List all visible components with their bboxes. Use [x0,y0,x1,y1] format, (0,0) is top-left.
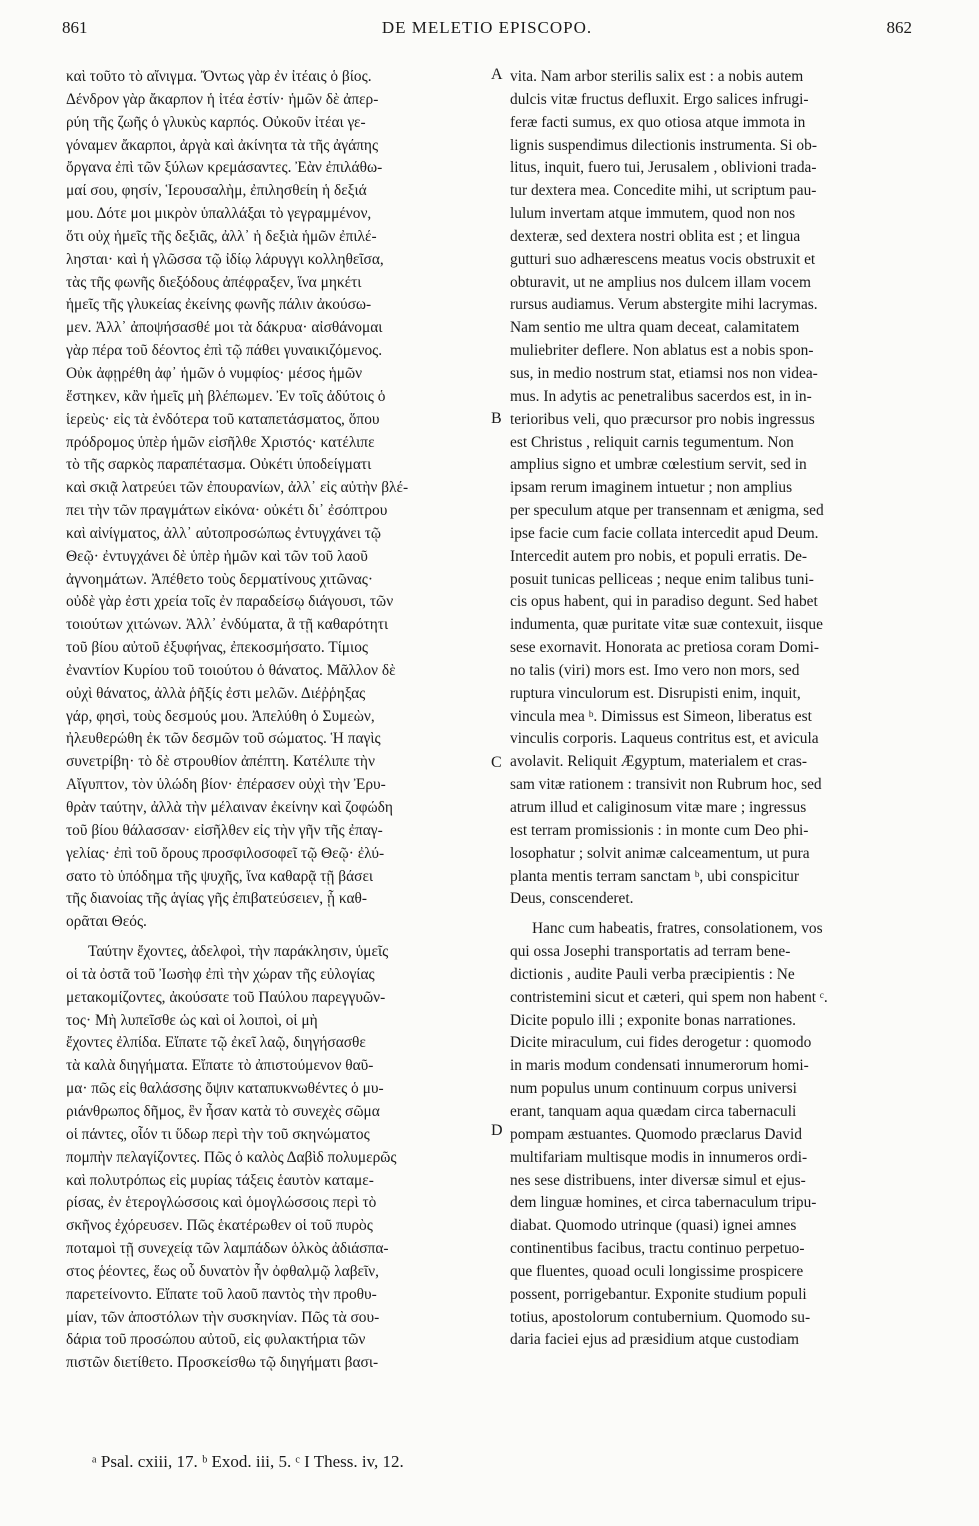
text-line: rursus audiamus. Verum abstergite mihi lacrymas. [510,296,818,314]
text-line: Δένδρον γὰρ ἄκαρπον ἡ ἰτέα ἐστίν· ἡμῶν δὲ ἀπερ- [66,90,379,108]
text-line: tur dextera mea. Concedite mihi, ut scriptum pau- [510,182,817,200]
text-line: atrum illud et caliginosum vitæ mare ; ingressus [510,799,807,816]
text-line: τὰς τῆς φωνῆς διεξόδους ἀπέφραξεν, ἵνα μηκέτι [66,273,362,291]
text-line: totius, apostolorum contubernium. Quomodo su- [510,1308,811,1326]
text-line: τοῦ βίου θάλασσαν· εἰσῆλθεν εἰς τὴν γῆν τῆς ἐπαγ- [66,821,383,839]
text-line: ipsam rerum imaginem intuetur ; non amplius [510,479,793,497]
text-line: amplius signo et umbræ cœlestium servit, sed in [510,456,807,474]
text-line: ruptura vinculorum est. Disrupisti enim, inquit, [510,684,801,702]
section-marker-c: C [491,754,502,771]
text-line: συνετρίβη· τὸ δὲ στρουθίον ἀπέπτη. Κατέλιπε τὴν [66,753,375,771]
text-line: ἠλευθερώθη ἐκ τῶν δεσμῶν τοῦ σώματος. Ἡ παγὶς [66,730,381,748]
text-line: Αἴγυπτον, τὸν ὑλώδη βίον· ἐπέρασεν οὐχὶ τὴν Ἐρυ- [66,776,386,794]
text-line: ὄργανα ἐπὶ τῶν ξύλων κρεμάσαντες. Ἐὰν ἐπιλάθω- [66,159,383,177]
text-line: μεν. Ἀλλ᾽ ἀποψήσασθέ μοι τὰ δάκρυα· αἰσθάνομαι [66,319,383,337]
text-line: dem linguæ homines, et circa tabernaculum tripu- [510,1194,817,1212]
text-line: planta mentis terram sanctam ᵇ, ubi conspicitur [510,867,799,885]
text-line: est terram promissionis : in monte cum Deo phi- [510,821,809,839]
section-marker-d: D [491,1122,503,1139]
text-line: no talis (viri) mors est. Imo vero non mors, sed [510,661,800,679]
text-line: γάρ, φησὶ, τοὺς δεσμούς μου. Ἀπελύθη ὁ Συμεὼν, [66,707,375,725]
text-line: sam vitæ rationem : transivit non Rubrum hoc, sed [510,776,822,794]
text-line: pompam æstuantes. Quomodo præclarus David [510,1125,802,1143]
text-line: μα· πῶς εἰς θαλάσσης ὄψιν καταπυκνωθέντες ὁ μυ- [66,1080,384,1098]
text-line: γελίας· ἐπὶ τοῦ ὄρους προσφιλοσοφεῖ τῷ Θεῷ· ἐλύ- [66,844,385,862]
text-line: σκῆνος ἐχόρευσεν. Πῶς ἑκατέρωθεν οἱ τοῦ πυρὸς [66,1217,373,1235]
section-marker-a: A [491,66,503,83]
text-line: est Christus , reliquit carnis tegumentum. Non [510,433,794,451]
text-line: οὐδὲ γὰρ ἐστι χρεία τοῖς ἐν παραδείσῳ διάγουσι, τῶν [66,593,394,611]
text-line: οἱ τὰ ὀστᾶ τοῦ Ἰωσὴφ ἐπὶ τὴν χώραν τῆς εὐλογίας [66,965,375,983]
text-line: nes sese distribuens, inter diversæ simul et ejus- [510,1171,806,1189]
text-line: τος· Μὴ λυπεῖσθε ὡς καὶ οἱ λοιποὶ, οἱ μὴ [66,1011,318,1029]
text-line: λησται· καὶ ἡ γλῶσσα τῷ ἰδίῳ λάρυγγι κολληθεῖσα, [66,250,384,268]
text-line: στος ῥέοντες, ἕως οὗ δυνατὸν ἦν ὀφθαλμῷ λαβεῖν, [66,1262,379,1280]
text-line: καὶ τοῦτο τὸ αἴνιγμα. Ὄντως γὰρ ἐν ἰτέαις ὁ βίος. [66,68,372,85]
text-line: possent, porrigebantur. Exponite studium populi [510,1285,807,1303]
text-line: οἱ πάντες, οἷόν τι ὕδωρ περὶ τὴν τοῦ σκηνώματος [66,1125,370,1143]
text-line: σατο τὸ ὑπόδημα τῆς ψυχῆς, ἵνα καθαρᾷ τῇ βάσει [66,867,374,885]
text-line: contristemini sicut et cæteri, qui spem non habent ᶜ. [510,988,828,1006]
text-line: cis opus habent, qui in paradiso degunt. Sed habet [510,593,818,611]
text-line: diabat. Quomodo utrinque (quasi) ignei amnes [510,1217,797,1235]
text-line: μαί σου, φησίν, Ἱερουσαλὴμ, ἐπιλησθείη ἡ δεξιά [66,182,367,200]
running-title: DE MELETIO EPISCOPO. [381,18,593,37]
text-line: Nam sentio me ultra quam deceat, calamitatem [510,319,800,337]
text-line: τὰ καλὰ διηγήματα. Εἴπατε τὸ ἀπιστούμενον θαῦ- [66,1057,374,1075]
text-line: sus, in medio nostrum stat, etiamsi nos non videa- [510,364,818,382]
text-line: ορᾶται Θεός. [66,913,147,931]
text-line: καὶ σκιᾷ λατρεύει τῶν ἐπουρανίων, ἀλλ᾽ εἰς αὐτὴν βλέ- [66,479,409,497]
greek-column [66,66,486,1375]
text-line: lignis suspendimus dilectionis instrumenta. Si ob- [510,136,817,154]
text-line: que fluentes, quoad oculi longissime prospicere [510,1262,804,1280]
text-line: ἐναντίον Κυρίου τοῦ τοιούτου ὁ θάνατος. Μᾶλλον δὲ [66,661,396,679]
latin-paragraph-2 [510,918,920,1352]
text-line: Intercedit autem pro nobis, et populi erratis. De- [510,547,808,565]
text-line: πομπὴν πελαγίζοντες. Πῶς ὁ καλὸς Δαβὶδ πολυμερῶς [66,1148,397,1166]
text-line: πει τὴν τῶν πραγμάτων εἰκόνα· οὐκέτι δι᾽ ἐσόπτρου [66,502,388,520]
text-line: Οὐκ ἀφῃρέθη ἀφ᾽ ἡμῶν ὁ νυμφίος· μέσος ἡμῶν [66,364,363,382]
text-line: τοιούτων χιτώνων. Ἀλλ᾽ ἐνδύματα, ἃ τῇ καθαρότητι [66,616,389,634]
text-line: Dicite miraculum, cui fides derogetur : quomodo [510,1034,812,1052]
text-line: μετακομίζοντες, ἀκούσατε τοῦ Παύλου παρεγγυῶν- [66,988,386,1006]
text-line: ποταμοὶ τῇ συνεχείᾳ τῶν λαμπάδων ὁλκὸς ἀδιάσπα- [66,1240,389,1258]
text-line: mus. In adytis ac penetralibus sacerdos est, in in- [510,387,812,405]
text-line: in maris modum condensati innumerorum homi- [510,1057,809,1075]
text-line: vita. Nam arbor sterilis salix est : a nobis autem [510,68,804,85]
text-line: ἔχοντες ἐλπίδα. Εἴπατε τῷ ἐκεῖ λαῷ, διηγήσασθε [66,1034,366,1052]
text-line: obturavit, ut ne amplius nos dulcem illam vocem [510,273,811,291]
text-line: muliebriter deflere. Non ablatus est a nobis spon- [510,342,814,360]
text-line: δάρια τοῦ προσώπου αὐτοῦ, εἰς φυλακτήρια τῶν [66,1331,366,1349]
text-line: sese exornavit. Honorata ac pretiosa coram Domi- [510,639,819,657]
text-line: Ταύτην ἔχοντες, ἀδελφοὶ, τὴν παράκλησιν, ὑμεῖς [88,943,389,961]
text-line: ρίσας, ἐν ἑτερογλώσσοις καὶ ὁμογλώσσοις περὶ τὸ [66,1194,377,1212]
text-line: dictionis , audite Pauli verba præcipientis : Ne [510,965,795,983]
text-line: per speculum atque per transennam et ænigma, sed [510,502,824,520]
text-line: μου. Δότε μοι μικρὸν ὑπαλλάξαι τὸ γεγραμμένον, [66,205,372,223]
text-line: daria faciei ejus ad præsidium atque custodiam [510,1331,799,1349]
latin-paragraph-1 [510,66,920,911]
text-line: terioribus veli, quo præcursor pro nobis ingressus [510,410,815,428]
text-line: indumenta, quæ puritate vitæ suæ contexuit, iisque [510,616,823,634]
text-line: losophatur ; solvit animæ calceamentum, ut pura [510,844,810,862]
section-marker-b: B [491,410,502,427]
text-line: continentibus facibus, tractu continuo perpetuo- [510,1240,805,1258]
text-line: καὶ πολυτρόπως εἰς μυρίας τάξεις ἑαυτὸν καταμε- [66,1171,374,1189]
greek-paragraph-2 [66,941,486,1375]
text-line: παρετείνοντο. Εἴπατε τοῦ λαοῦ παντὸς τὴν προθυ- [66,1285,377,1303]
text-line: num populus unum continuum corpus universi [510,1080,797,1098]
page-number-right: 862 [886,18,912,37]
text-line: ὅτι οὐχ ἡμεῖς τῆς δεξιᾶς, ἀλλ᾽ ἡ δεξιὰ ἡμῶν ἐπιλέ- [66,227,377,245]
text-line: Deus, conscenderet. [510,890,634,908]
greek-paragraph-1 [66,66,486,934]
text-line: ἕστηκεν, κἂν ἡμεῖς μὴ βλέπωμεν. Ἐν τοῖς ἀδύτοις ὁ [66,387,386,405]
page-number-left: 861 [62,18,88,37]
text-line: μίαν, τῶν ἀποστόλων τὴν συσκηνίαν. Πῶς τὰ σου- [66,1308,380,1326]
text-line: τὸ τῆς σαρκὸς παραπέτασμα. Οὐκέτι ὑποδείγματι [66,456,372,474]
text-line: ριάνθρωπος δῆμος, ἓν ἦσαν κατὰ τὸ συνεχὲς σῶμα [66,1102,380,1120]
text-line: Dicite populo illi ; exponite bonas narrationes. [510,1011,796,1029]
text-line: ἡμεῖς τῆς γλυκείας ἐκείνης φωνῆς πάλιν ἀκούσω- [66,296,372,314]
text-line: πρόδρομος ὑπὲρ ἡμῶν εἰσῆλθε Χριστός· κατέλιπε [66,433,375,451]
running-header [62,18,912,48]
footnotes: ᵃ Psal. cxiii, 17. ᵇ Exod. iii, 5. ᶜ I Thess. iv, 12. [92,1452,404,1471]
text-line: γόναμεν ἄκαρποι, ἀργὰ καὶ ἀκίνητα τὰ τῆς ἀγάπης [66,136,379,154]
text-line: τοῦ βίου αὐτοῦ ἐξυφήνας, ἐπεκοσμήσατο. Τίμιος [66,639,368,657]
text-line: καὶ αἰνίγματος, ἀλλ᾽ αὐτοπροσώπως ἐντυγχάνει τῷ [66,524,382,542]
text-line: γὰρ πέρα τοῦ δέοντος ἐπὶ τῷ πάθει γυναικιζόμενος. [66,342,383,360]
text-line: ἱερεὺς· εἰς τὰ ἐνδότερα τοῦ καταπετάσματος, ὅπου [66,410,380,428]
text-line: litus, inquit, fuero tui, Jerusalem , oblivioni trada- [510,159,817,177]
text-line: θρὰν ταύτην, ἀλλὰ τὴν μέλαιναν ἐκείνην καὶ ζοφώδη [66,799,393,816]
text-line: vinculis corporis. Laqueus contritus est, et avicula [510,730,819,748]
text-line: posuit tunicas pelliceas ; neque enim talibus tuni- [510,570,814,588]
text-line: dulcis vitæ fructus defluxit. Ergo salices infrugi- [510,90,809,108]
text-line: πιστῶν διετίθετο. Προσκείσθω τῷ διηγήματι βασι- [66,1354,379,1372]
text-line: vincula mea ᵇ. Dimissus est Simeon, liberatus est [510,707,812,725]
latin-column [510,66,920,1352]
text-line: οὐχὶ θάνατος, ἀλλὰ ῥῆξίς ἐστι μελῶν. Διέῤῥηξας [66,684,366,702]
text-line: multifariam multisque modis in innumeros ordi- [510,1148,808,1166]
text-line: feræ facti sumus, ex quo otiosa atque immota in [510,113,806,131]
text-line: qui ossa Josephi transportatis ad terram bene- [510,943,791,961]
text-line: Hanc cum habeatis, fratres, consolationem, vos [532,920,823,938]
text-line: lulum invertam atque immutem, quod non nos [510,205,796,223]
text-line: gutturi suo adhærescens meatus vocis obstruxit et [510,250,816,268]
text-line: ρύη τῆς ζωῆς ὁ γλυκὺς καρπός. Οὐκοῦν ἰτέαι γε- [66,113,366,131]
text-line: Θεῷ· ἐντυγχάνει δὲ ὑπὲρ ἡμῶν καὶ τῶν τοῦ λαοῦ [66,547,368,565]
text-line: τῆς διανοίας τῆς ἁγίας γῆς ἐπιβατεύσειεν, ᾗ καθ- [66,890,368,908]
text-line: dexteræ, sed dextera nostri oblita est ; et lingua [510,227,801,245]
text-line: erant, tanquam aqua quædam circa tabernaculi [510,1102,797,1120]
text-line: ipse facie cum facie collata intercedit apud Deum. [510,524,819,542]
text-line: ἀγνοημάτων. Ἀπέθετο τοὺς δερματίνους χιτῶνας· [66,570,373,588]
text-line: avolavit. Reliquit Ægyptum, materialem et cras- [510,753,808,771]
